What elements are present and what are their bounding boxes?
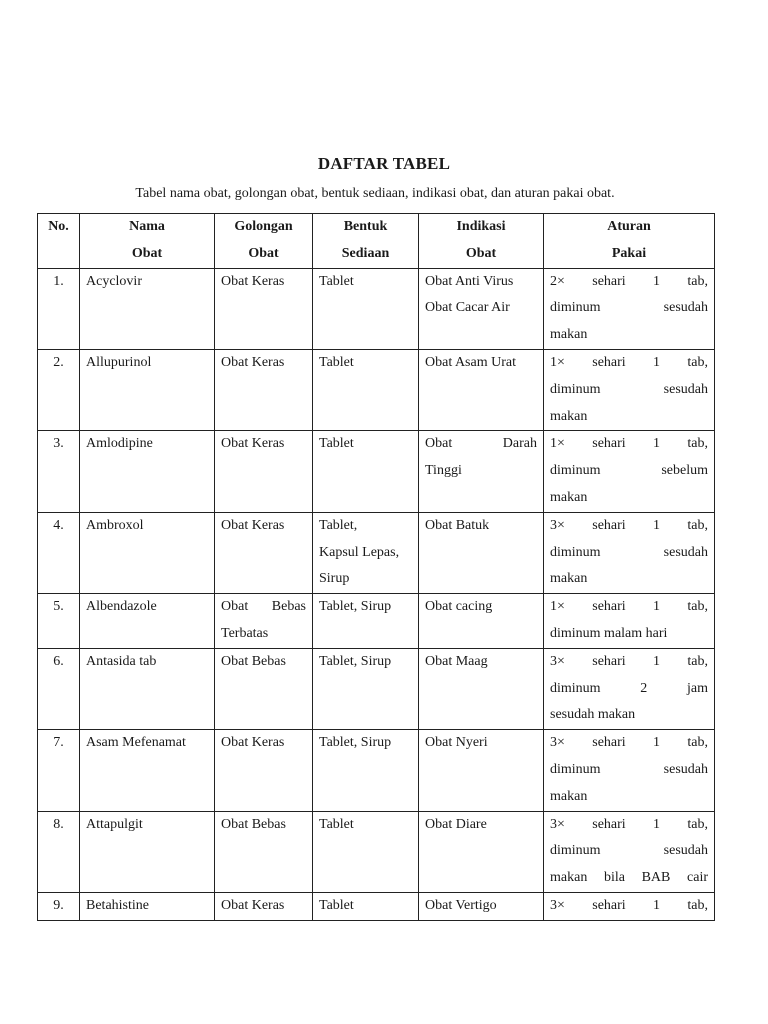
cell-bentuk-line: Tablet, Sirup (319, 599, 392, 615)
cell-nama-obat: Amlodipine (80, 431, 215, 512)
cell-bentuk-sediaan (313, 730, 419, 811)
cell-aturan-pakai (544, 811, 715, 892)
table-row (38, 594, 715, 649)
header-no: No. (38, 214, 80, 269)
cell-golongan-line: Terbatas (221, 625, 269, 641)
cell-aturan-line: diminum 2 jam (550, 680, 708, 696)
document-title: DAFTAR TABEL (317, 154, 451, 173)
cell-aturan-pakai (544, 730, 715, 811)
cell-aturan-pakai (544, 431, 715, 512)
cell-indikasi-obat (419, 892, 544, 920)
cell-golongan-obat (215, 349, 313, 430)
cell-indikasi-line: Obat Darah (425, 436, 537, 452)
cell-nama-obat: Betahistine (80, 892, 215, 920)
cell-golongan-obat (215, 730, 313, 811)
cell-aturan-line: makan (550, 788, 588, 804)
cell-bentuk-line: Tablet, Sirup (319, 735, 392, 751)
cell-indikasi-line: Obat Nyeri (425, 735, 488, 751)
cell-no: 8. (38, 811, 80, 892)
cell-no: 4. (38, 512, 80, 593)
cell-bentuk-line: Tablet, Sirup (319, 653, 392, 669)
cell-aturan-line: 1× sehari 1 tab, (550, 436, 708, 452)
cell-golongan-obat (215, 268, 313, 349)
cell-golongan-line: Obat Keras (221, 273, 285, 289)
cell-bentuk-sediaan (313, 512, 419, 593)
cell-nama-obat: Acyclovir (80, 268, 215, 349)
cell-indikasi-line: Obat Cacar Air (425, 300, 510, 316)
cell-aturan-line: 2× sehari 1 tab, (550, 273, 708, 289)
drug-table (37, 213, 715, 921)
header-nama-obat: Nama Obat (80, 214, 215, 269)
cell-golongan-obat (215, 512, 313, 593)
cell-nama-obat: Antasida tab (80, 648, 215, 729)
cell-golongan-obat (215, 594, 313, 649)
cell-aturan-line: diminum sesudah (550, 843, 708, 859)
cell-aturan-line: 3× sehari 1 tab, (550, 897, 708, 913)
cell-indikasi-obat (419, 730, 544, 811)
cell-aturan-line: 3× sehari 1 tab, (550, 816, 708, 832)
cell-aturan-line: diminum sesudah (550, 761, 708, 777)
cell-bentuk-sediaan (313, 349, 419, 430)
cell-bentuk-line: Tablet (319, 897, 354, 913)
cell-indikasi-line: Obat Asam Urat (425, 354, 516, 370)
table-row (38, 512, 715, 593)
cell-aturan-line: 3× sehari 1 tab, (550, 517, 708, 533)
cell-bentuk-line: Tablet (319, 436, 354, 452)
cell-bentuk-sediaan (313, 648, 419, 729)
cell-nama-obat: Allupurinol (80, 349, 215, 430)
cell-aturan-pakai (544, 648, 715, 729)
cell-aturan-line: diminum sesudah (550, 381, 708, 397)
cell-bentuk-line: Kapsul Lepas, (319, 544, 400, 560)
cell-aturan-line: sesudah makan (550, 707, 636, 723)
cell-nama-obat: Asam Mefenamat (80, 730, 215, 811)
table-row (38, 811, 715, 892)
table-caption: Tabel nama obat, golongan obat, bentuk sediaan, indikasi obat, dan aturan pakai obat. (135, 186, 615, 201)
cell-aturan-line: makan (550, 327, 588, 343)
cell-golongan-line: Obat Bebas (221, 653, 286, 669)
cell-indikasi-line: Obat cacing (425, 599, 493, 615)
table-row (38, 431, 715, 512)
cell-aturan-line: 1× sehari 1 tab, (550, 354, 708, 370)
cell-indikasi-line: Obat Vertigo (425, 897, 497, 913)
table-row (38, 268, 715, 349)
cell-indikasi-line: Tinggi (425, 463, 462, 479)
cell-bentuk-line: Tablet (319, 354, 354, 370)
cell-indikasi-line: Obat Batuk (425, 517, 490, 533)
cell-no: 3. (38, 431, 80, 512)
cell-bentuk-sediaan (313, 431, 419, 512)
cell-bentuk-line: Tablet (319, 273, 354, 289)
cell-bentuk-sediaan (313, 594, 419, 649)
cell-aturan-line: 1× sehari 1 tab, (550, 599, 708, 615)
cell-aturan-pakai (544, 594, 715, 649)
cell-golongan-obat (215, 431, 313, 512)
cell-bentuk-line: Tablet (319, 816, 354, 832)
cell-nama-obat: Albendazole (80, 594, 215, 649)
cell-no: 7. (38, 730, 80, 811)
cell-nama-obat: Attapulgit (80, 811, 215, 892)
cell-aturan-line: diminum sesudah (550, 300, 708, 316)
cell-aturan-pakai (544, 268, 715, 349)
cell-indikasi-obat (419, 431, 544, 512)
cell-indikasi-obat (419, 512, 544, 593)
table-row (38, 648, 715, 729)
cell-aturan-line: makan (550, 489, 588, 505)
table-header-row (38, 214, 715, 269)
cell-no: 1. (38, 268, 80, 349)
cell-golongan-line: Obat Bebas (221, 599, 306, 615)
cell-aturan-line: makan (550, 571, 588, 587)
table-row (38, 892, 715, 920)
cell-bentuk-sediaan (313, 268, 419, 349)
cell-bentuk-line: Sirup (319, 571, 350, 587)
cell-aturan-pakai (544, 892, 715, 920)
cell-bentuk-sediaan (313, 892, 419, 920)
table-row (38, 349, 715, 430)
cell-no: 2. (38, 349, 80, 430)
cell-indikasi-obat (419, 811, 544, 892)
cell-aturan-line: makan bila BAB cair (550, 870, 708, 886)
cell-indikasi-line: Obat Maag (425, 653, 488, 669)
cell-no: 5. (38, 594, 80, 649)
cell-golongan-obat (215, 811, 313, 892)
header-aturan-pakai: Aturan Pakai (544, 214, 715, 269)
cell-indikasi-line: Obat Anti Virus (425, 273, 514, 289)
cell-aturan-line: 3× sehari 1 tab, (550, 653, 708, 669)
cell-indikasi-obat (419, 268, 544, 349)
cell-aturan-pakai (544, 512, 715, 593)
cell-aturan-line: diminum sesudah (550, 544, 708, 560)
cell-indikasi-obat (419, 594, 544, 649)
cell-aturan-pakai (544, 349, 715, 430)
cell-indikasi-obat (419, 349, 544, 430)
cell-indikasi-obat (419, 648, 544, 729)
cell-aturan-line: diminum sebelum (550, 463, 708, 479)
cell-aturan-line: makan (550, 408, 588, 424)
header-indikasi-obat: Indikasi Obat (419, 214, 544, 269)
cell-aturan-line: 3× sehari 1 tab, (550, 735, 708, 751)
cell-golongan-obat (215, 648, 313, 729)
cell-golongan-obat (215, 892, 313, 920)
cell-indikasi-line: Obat Diare (425, 816, 487, 832)
table-row (38, 730, 715, 811)
header-bentuk-sediaan: Bentuk Sediaan (313, 214, 419, 269)
cell-golongan-line: Obat Bebas (221, 816, 286, 832)
cell-golongan-line: Obat Keras (221, 517, 285, 533)
cell-no: 6. (38, 648, 80, 729)
cell-golongan-line: Obat Keras (221, 897, 285, 913)
cell-golongan-line: Obat Keras (221, 436, 285, 452)
cell-bentuk-sediaan (313, 811, 419, 892)
cell-no: 9. (38, 892, 80, 920)
header-golongan-obat: Golongan Obat (215, 214, 313, 269)
cell-nama-obat: Ambroxol (80, 512, 215, 593)
cell-bentuk-line: Tablet, (319, 517, 358, 533)
cell-golongan-line: Obat Keras (221, 735, 285, 751)
cell-golongan-line: Obat Keras (221, 354, 285, 370)
cell-aturan-line: diminum malam hari (550, 625, 668, 641)
